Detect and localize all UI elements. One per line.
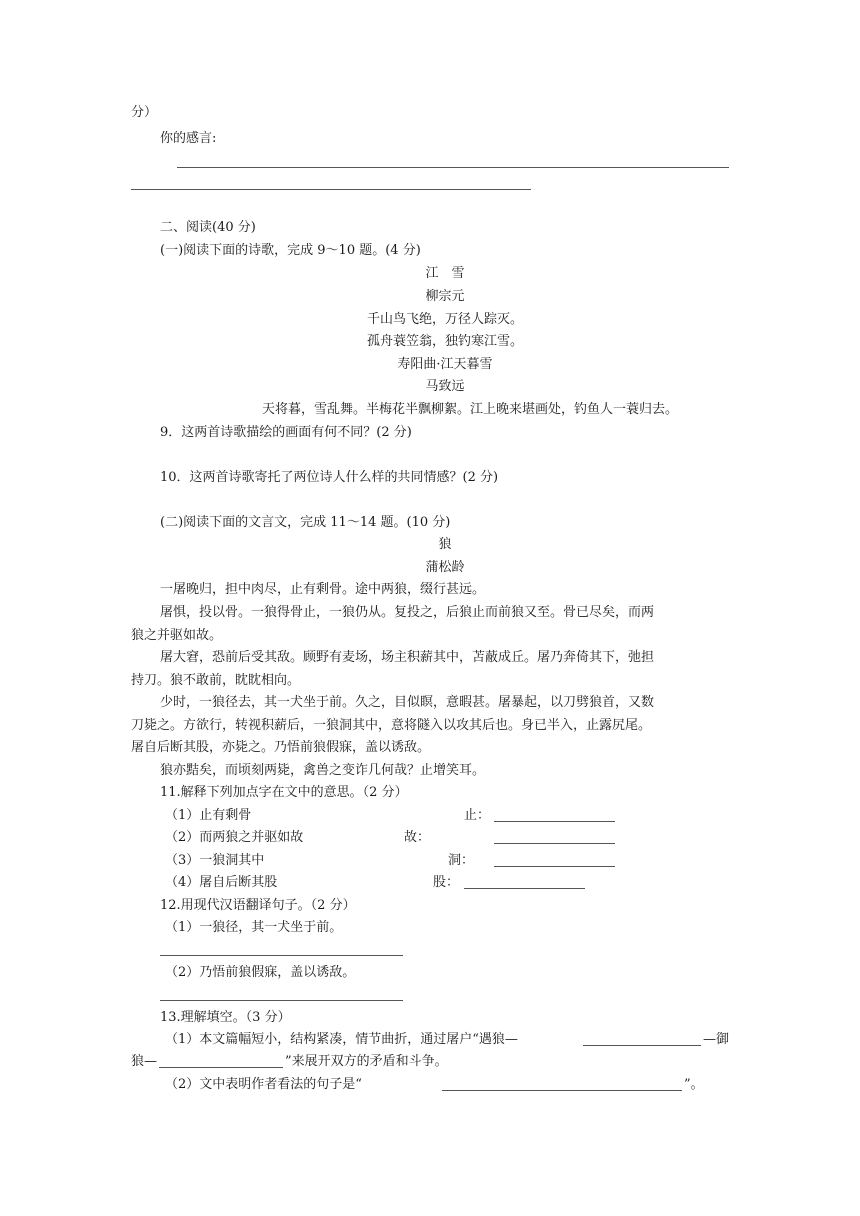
answer-line — [177, 167, 729, 168]
poem-title: 江 雪 — [425, 266, 465, 281]
fill-blank — [583, 1045, 701, 1046]
prose-paragraph: 狼之并驱如故。 — [131, 628, 223, 643]
answer-line — [160, 955, 403, 956]
fill-blank — [494, 843, 615, 844]
prose-paragraph: 屠自后断其股，亦毙之。乃悟前狼假寐，盖以诱敌。 — [131, 740, 431, 755]
question-12: 12.用现代汉语翻译句子。（2 分） — [160, 898, 356, 913]
prose-paragraph: 刀毙之。方欲行，转视积薪后，一狼洞其中，意将隧入以攻其后也。身已半入，止露尻尾。 — [131, 718, 652, 733]
poem-line: 天将暮，雪乱舞。半梅花半飘柳絮。江上晚来堪画处，钓鱼人一蓑归去。 — [262, 402, 679, 417]
prose-paragraph: 一屠晚归，担中肉尽，止有剩骨。途中两狼，缀行甚远。 — [160, 582, 486, 597]
prose-paragraph: 持刀。狼不敢前，眈眈相向。 — [131, 673, 301, 688]
question-11: 11.解释下列加点字在文中的意思。（2 分） — [160, 785, 408, 800]
prose-paragraph: 少时，一狼径去，其一犬坐于前。久之，目似瞑，意暇甚。屠暴起，以刀劈狼首，又数 — [160, 695, 655, 710]
answer-line — [160, 1000, 403, 1001]
q13-text: ”。 — [684, 1077, 704, 1092]
q13-text: ”来展开双方的矛盾和斗争。 — [285, 1054, 448, 1069]
question-10: 10．这两首诗歌寄托了两位诗人什么样的共同情感？(2 分) — [160, 470, 499, 485]
q13-text: （1）本文篇幅短小，结构紧凑，情节曲折，通过屠户“遇狼— — [165, 1032, 518, 1047]
q11-item: （3）一狼洞其中 — [165, 853, 265, 868]
poem-author: 柳宗元 — [425, 289, 465, 304]
q11-key: 洞： — [448, 853, 475, 868]
prose-author: 蒲松龄 — [425, 560, 465, 575]
fill-blank — [159, 1067, 283, 1068]
q12-sentence: （1）一狼径，其一犬坐于前。 — [165, 920, 343, 935]
question-13: 13.理解填空。（3 分） — [160, 1010, 291, 1025]
prose-paragraph: 屠惧，投以骨。一狼得骨止，一狼仍从。复投之，后狼止而前狼又至。骨已尽矣，而两 — [160, 605, 655, 620]
poem-line: 孤舟蓑笠翁，独钓寒江雪。 — [366, 334, 523, 349]
fill-blank — [494, 821, 615, 822]
fill-blank — [464, 888, 585, 889]
prose-paragraph: 屠大窘，恐前后受其敌。顾野有麦场，场主积薪其中，苫蔽成丘。屠乃奔倚其下，弛担 — [160, 650, 655, 665]
fill-blank — [442, 1090, 682, 1091]
part-intro: (一)阅读下面的诗歌，完成 9～10 题。(4 分) — [160, 243, 421, 258]
poem-title: 寿阳曲·江天暮雪 — [397, 357, 493, 372]
answer-line — [131, 189, 531, 190]
q11-item: （2）而两狼之并驱如故 — [165, 830, 304, 845]
score-tail: 分） — [131, 105, 158, 120]
poem-line: 千山鸟飞绝，万径人踪灭。 — [366, 312, 523, 327]
prose-paragraph: 狼亦黠矣，而顷刻两毙，禽兽之变诈几何哉？止增笑耳。 — [160, 763, 486, 778]
section-heading: 二、阅读(40 分) — [160, 220, 256, 235]
q11-key: 股： — [433, 875, 460, 890]
question-9: 9．这两首诗歌描绘的画面有何不同？(2 分) — [160, 425, 412, 440]
q13-text: （2）文中表明作者看法的句子是“ — [165, 1077, 362, 1092]
q13-text: 狼— — [131, 1054, 158, 1069]
ganyan-label: 你的感言: — [160, 131, 217, 146]
q13-text: —御 — [703, 1032, 730, 1047]
part-intro: (二)阅读下面的文言文，完成 11～14 题。(10 分) — [160, 515, 451, 530]
poem-author: 马致远 — [425, 379, 465, 394]
q12-sentence: （2）乃悟前狼假寐，盖以诱敌。 — [165, 965, 356, 980]
q11-key: 故： — [404, 830, 431, 845]
fill-blank — [494, 866, 615, 867]
q11-key: 止： — [464, 808, 491, 823]
q11-item: （1）止有剩骨 — [165, 808, 252, 823]
q11-item: （4）屠自后断其股 — [165, 875, 278, 890]
prose-title: 狼 — [438, 537, 452, 552]
